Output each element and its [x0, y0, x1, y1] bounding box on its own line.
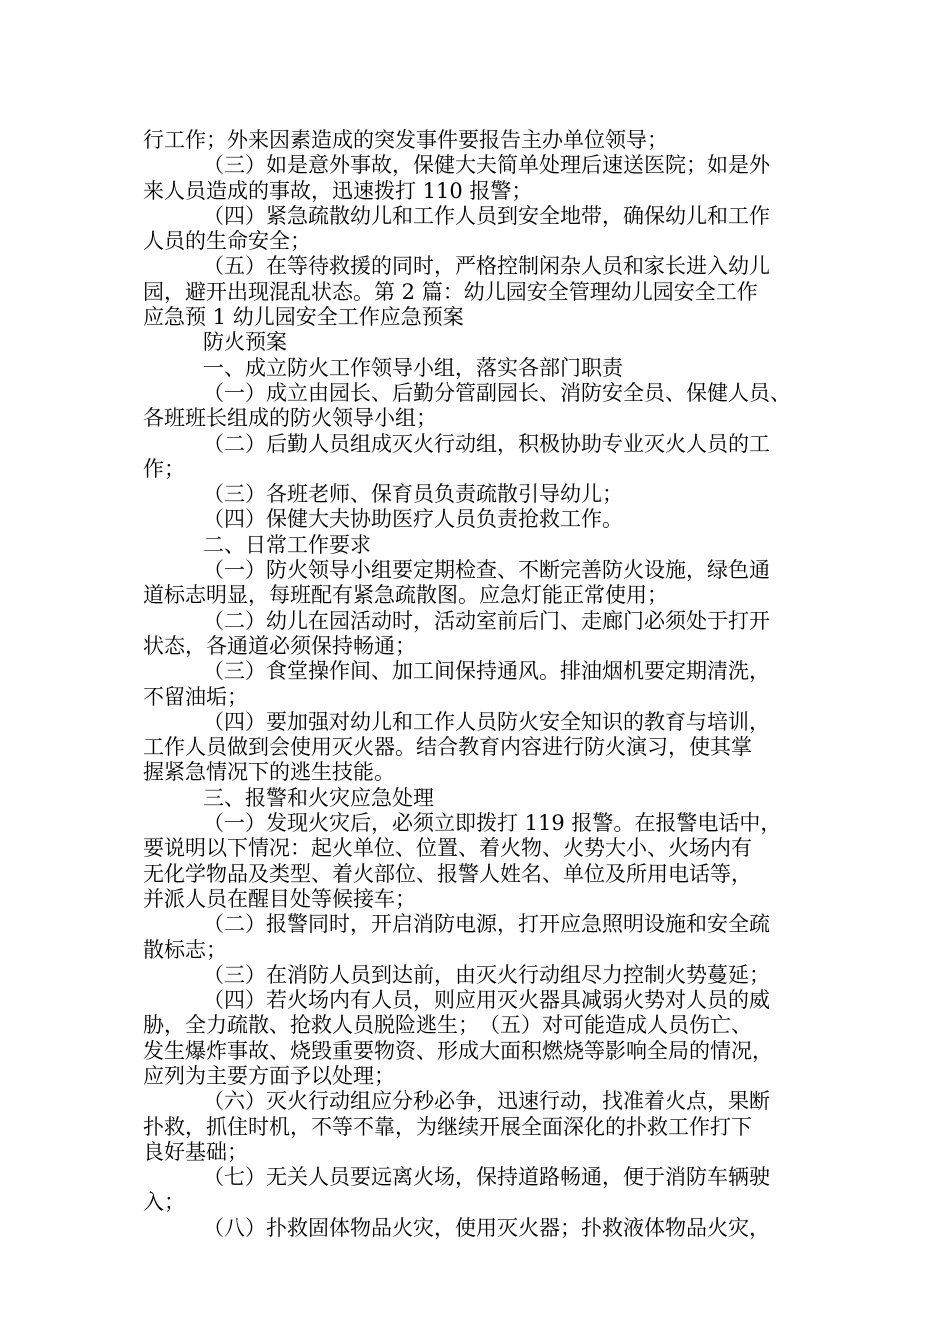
text-line: 作； — [143, 456, 185, 481]
text-line: （三）在消防人员到达前，由灭火行动组尽力控制火势蔓延； — [203, 962, 770, 987]
text-line: 并派人员在醒目处等候接车； — [143, 886, 416, 911]
text-line: 握紧急情况下的逃生技能。 — [143, 760, 395, 785]
text-line: （一）发现火灾后，必须立即拨打 119 报警。在报警电话中， — [203, 811, 782, 836]
section-heading: 二、日常工作要求 — [203, 532, 371, 557]
section-heading: 防火预案 — [203, 330, 287, 355]
text-line: （一）防火领导小组要定期检查、不断完善防火设施，绿色通 — [203, 558, 770, 583]
text-line: （二）幼儿在园活动时，活动室前后门、走廊门必须处于打开 — [203, 608, 770, 633]
text-line: （四）保健大夫协助医疗人员负责抢救工作。 — [203, 507, 623, 532]
text-line: 要说明以下情况：起火单位、位置、着火物、火势大小、火场内有 — [143, 836, 752, 861]
text-line: 发生爆炸事故、烧毁重要物资、形成大面积燃烧等影响全局的情况， — [143, 1038, 773, 1063]
text-line: 胁，全力疏散、抢救人员脱险逃生； （五）对可能造成人员伤亡、 — [143, 1013, 752, 1038]
text-line: 行工作；外来因素造成的突发事件要报告主办单位领导； — [143, 128, 668, 152]
text-line: （四）紧急疏散幼儿和工作人员到安全地带，确保幼儿和工作 — [203, 203, 770, 228]
text-line: 扑救，抓住时机，不等不靠，为继续开展全面深化的扑救工作打下 — [143, 1114, 752, 1139]
section-heading: 三、报警和火灾应急处理 — [203, 785, 434, 810]
text-line: （三）食堂操作间、加工间保持通风。排油烟机要定期清洗， — [203, 659, 770, 684]
section-heading: 一、成立防火工作领导小组，落实各部门职责 — [203, 355, 623, 380]
text-line: （三）各班老师、保育员负责疏散引导幼儿； — [203, 482, 623, 507]
text-line: 状态，各通道必须保持畅通； — [143, 633, 416, 658]
text-line: （二）后勤人员组成灭火行动组，积极协助专业灭火人员的工 — [203, 431, 770, 456]
text-line: （二）报警同时，开启消防电源，打开应急照明设施和安全疏 — [203, 912, 770, 937]
text-line: 无化学物品及类型、着火部位、报警人姓名、单位及所用电话等， — [143, 861, 752, 886]
text-line: （七）无关人员要远离火场，保持道路畅通，便于消防车辆驶 — [203, 1165, 770, 1190]
text-line: 各班班长组成的防火领导小组； — [143, 406, 437, 431]
document-body — [143, 128, 833, 1241]
text-line: 道标志明显，每班配有紧急疏散图。应急灯能正常使用； — [143, 583, 668, 608]
text-line: 来人员造成的事故，迅速拨打 110 报警； — [143, 178, 533, 203]
text-line: 应急预 1 幼儿园安全工作应急预案 — [143, 305, 464, 330]
text-line: （四）若火场内有人员，则应用灭火器具减弱火势对人员的威 — [203, 988, 770, 1013]
text-line: （一）成立由园长、后勤分管副园长、消防安全员、保健人员、 — [203, 380, 791, 405]
text-line: 不留油垢； — [143, 684, 248, 709]
text-line: 人员的生命安全； — [143, 229, 311, 254]
text-line: 散标志； — [143, 937, 227, 962]
text-line: （六）灭火行动组应分秒必争，迅速行动，找准着火点，果断 — [203, 1089, 770, 1114]
text-line: （五）在等待救援的同时，严格控制闲杂人员和家长进入幼儿 — [203, 254, 770, 279]
text-line: 园，避开出现混乱状态。第 2 篇：幼儿园安全管理幼儿园安全工作 — [143, 279, 758, 304]
text-line: 应列为主要方面予以处理； — [143, 1063, 395, 1088]
text-line: （三）如是意外事故，保健大夫简单处理后速送医院；如是外 — [203, 153, 770, 178]
text-line: （八）扑救固体物品火灾，使用灭火器；扑救液体物品火灾， — [203, 1215, 770, 1240]
text-line: 工作人员做到会使用灭火器。结合教育内容进行防火演习，使其掌 — [143, 735, 752, 760]
text-line: 入； — [143, 1190, 185, 1215]
text-line: （四）要加强对幼儿和工作人员防火安全知识的教育与培训， — [203, 709, 770, 734]
text-line: 良好基础； — [143, 1139, 248, 1164]
